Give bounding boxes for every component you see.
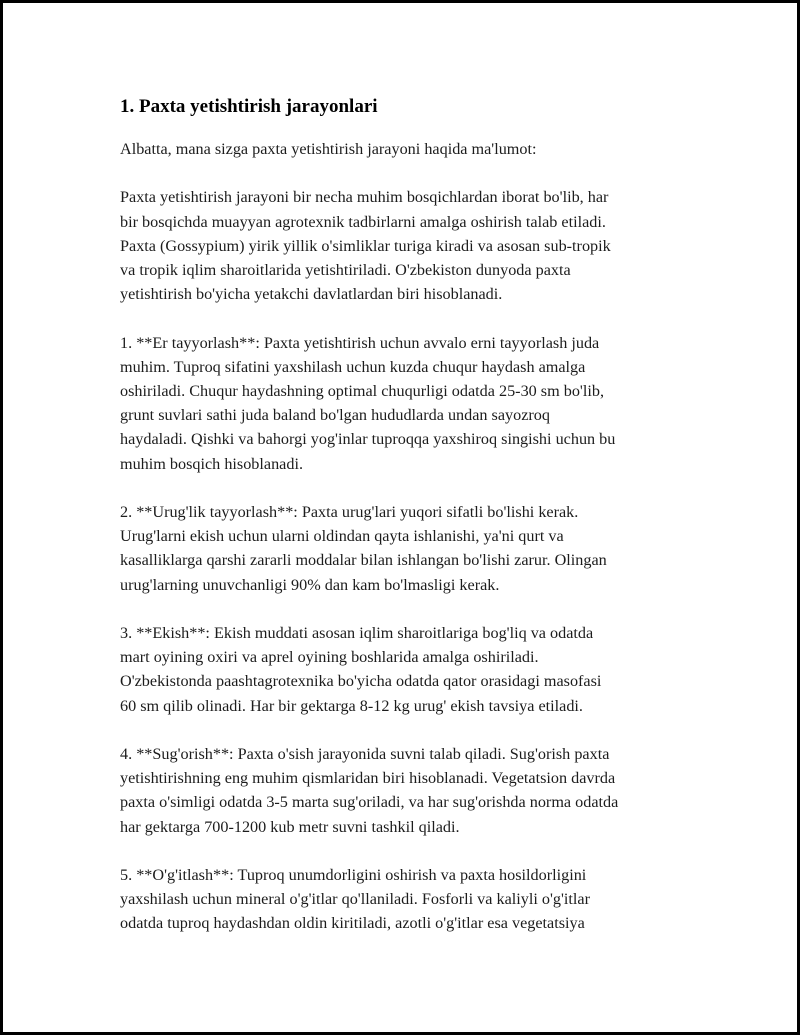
document-title: 1. Paxta yetishtirish jarayonlari [120,96,378,117]
intro-paragraph: Albatta, mana sizga paxta yetishtirish jarayoni haqida ma'lumot: [120,140,537,158]
overview-paragraph: Paxta yetishtirish jarayoni bir necha muhim bosqichlardan iborat bo'lib, har bir bosqichda muayyan agrotexnik tadbirlarni amalga oshirish talab etiladi. Paxta (Gossypium) yirik yillik o'simliklar turiga kiradi va asosan sub-tropik va tropik iqlim sharoitlarida yetishtiriladi. O'zbekiston dunyoda paxta yetishtirish bo'yicha yetakchi davlatlardan biri hisoblanadi. [120,188,611,304]
step-3-paragraph: 3. **Ekish**: Ekish muddati asosan iqlim sharoitlariga bog'liq va odatda mart oyining oxiri va aprel oyining boshlarida amalga oshiriladi. O'zbekistonda paashtagrotexnika bo'yicha odatda qator orasidagi masofasi 60 sm qilib olinadi. Har bir gektarga 8-12 kg urug' ekish tavsiya etiladi. [120,624,602,715]
step-2-paragraph: 2. **Urug'lik tayyorlash**: Paxta urug'lari yuqori sifatli bo'lishi kerak. Urug'larni ekish uchun ularni oldindan qayta ishlanishi, ya'ni qurt va kasalliklarga qarshi zararli moddalar bilan ishlangan bo'lishi zarur. Olingan urug'larning unuvchanligi 90% dan kam bo'lmasligi kerak. [120,503,607,594]
step-5-paragraph: 5. **O'g'itlash**: Tuproq unumdorligini oshirish va paxta hosildorligini yaxshilash uchun mineral o'g'itlar qo'llaniladi. Fosforli va kaliyli o'g'itlar odatda tuproq haydashdan oldin kiritiladi, azotli o'g'itlar esa vegetatsiya [120,866,590,933]
step-4-paragraph: 4. **Sug'orish**: Paxta o'sish jarayonida suvni talab qiladi. Sug'orish paxta yetishtirishning eng muhim qismlaridan biri hisoblanadi. Vegetatsion davrda paxta o'simligi odatda 3-5 marta sug'oriladi, va har sug'orishda norma odatda har gektarga 700-1200 kub metr suvni tashkil qiladi. [120,745,619,836]
step-1-paragraph: 1. **Er tayyorlash**: Paxta yetishtirish uchun avvalo erni tayyorlash juda muhim. Tuproq sifatini yaxshilash uchun kuzda chuqur haydash amalga oshiriladi. Chuqur haydashning optimal chuqurligi odatda 25-30 sm bo'lib, grunt suvlari sathi juda baland bo'lgan hududlarda undan sayozroq haydaladi. Qishki va bahorgi yog'inlar tuproqqa yaxshiroq singishi uchun bu muhim bosqich hisoblanadi. [120,333,616,473]
